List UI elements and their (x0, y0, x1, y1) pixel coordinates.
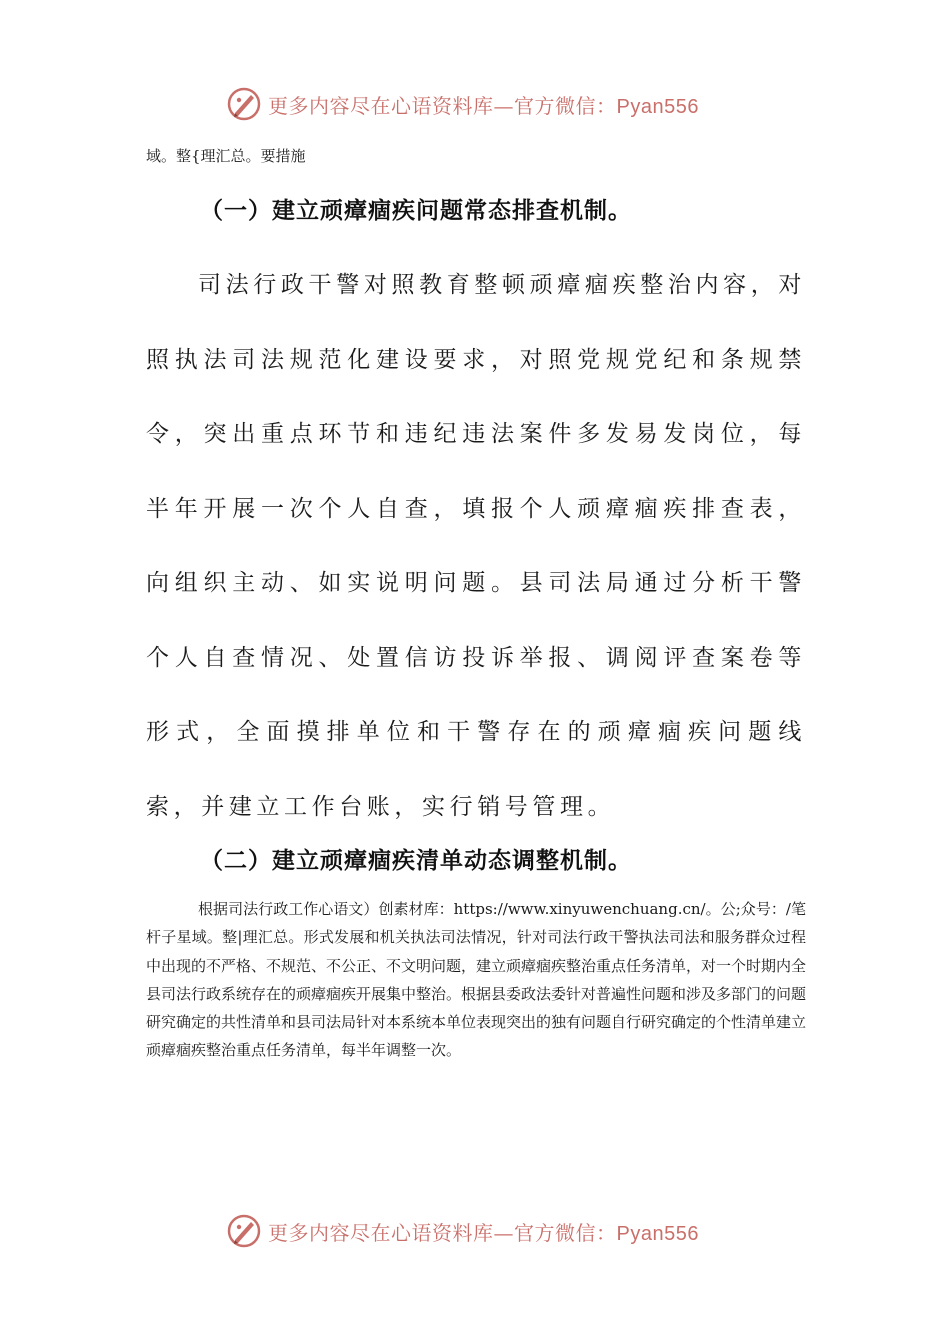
pen-logo-icon (226, 1213, 262, 1249)
text-fragment: 域。整{理汇总。要措施 (146, 147, 306, 165)
section-heading-1: （一）建立顽瘴痼疾问题常态排查机制。 (200, 197, 632, 224)
header-banner (226, 84, 746, 124)
banner-text: 更多内容尽在心语资料库—官方微信：Pyan556 (268, 93, 699, 118)
pen-logo-icon (226, 86, 262, 122)
banner-text: 更多内容尽在心语资料库—官方微信：Pyan556 (268, 1220, 699, 1245)
section-paragraph-1: 司法行政干警对照教育整顿顽瘴痼疾整治内容，对照执法司法规范化建设要求，对照党规党纪和条规禁令，突出重点环节和违纪违法案件多发易发岗位，每半年开展一次个人自查，填报个人顽瘴痼疾排查表，向组织主动、如实说明问题。县司法局通过分析干警个人自查情况、处置信访投诉举报、调阅评查案卷等形式，全面摸排单位和干警存在的顽瘴痼疾问题线索，并建立工作台账，实行销号管理。 (146, 272, 806, 820)
section-paragraph-2: 根据司法行政工作心语文）创素材库：https://www.xinyuwenchuang.cn/。公;众号：/笔杆子星域。整|理汇总。形式发展和机关执法司法情况，针对司法行政干警执法司法和服务群众过程中出现的不严格、不规范、不公正、不文明问题，建立顽瘴痼疾整治重点任务清单，对一个时期内全县司法行政系统存在的顽瘴痼疾开展集中整治。根据县委政法委针对普遍性问题和涉及多部门的问题研究确定的共性清单和县司法局针对本系统本单位表现突出的独有问题自行研究确定的个性清单建立顽瘴痼疾整治重点任务清单，每半年调整一次。 (146, 900, 807, 1060)
section-heading-2: （二）建立顽瘴痼疾清单动态调整机制。 (200, 847, 632, 874)
footer-banner (226, 1211, 746, 1251)
